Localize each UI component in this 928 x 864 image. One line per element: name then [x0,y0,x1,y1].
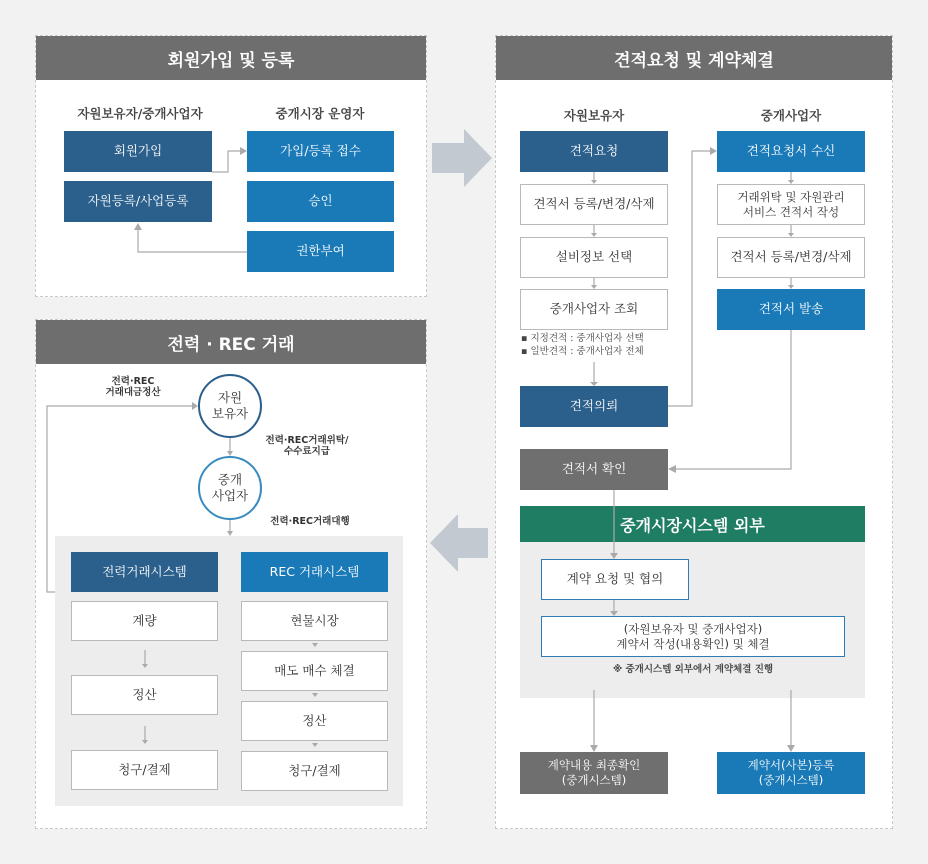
power-step-billing[interactable]: 청구/결제 [71,750,218,790]
power-step-settlement[interactable]: 정산 [71,675,218,715]
column-header-operator: 중개시장 운영자 [275,106,365,121]
approval-box[interactable]: 승인 [247,181,394,222]
quote-edit-box[interactable]: 견적서 등록/변경/삭제 [520,184,668,225]
rec-step-billing[interactable]: 청구/결제 [241,751,388,791]
quote-type-notes [521,333,644,359]
quote-request-box[interactable]: 견적요청 [520,131,668,172]
settlement-label: 전력·REC 거래대금정산 [105,376,161,398]
join-receipt-box[interactable]: 가입/등록 접수 [247,131,394,172]
rec-system-header[interactable]: REC 거래시스템 [241,552,388,592]
arrow-right-icon [432,129,492,187]
rec-step-spot-market[interactable]: 현물시장 [241,601,388,641]
facility-select-box[interactable]: 설비정보 선택 [520,237,668,278]
contract-write-box[interactable]: (자원보유자 및 중개사업자) 계약서 작성(내용확인) 및 체결 [541,616,845,657]
contract-register-box[interactable]: 계약서(사본)등록 (중개시스템) [717,752,865,794]
quote-confirm-box[interactable]: 견적서 확인 [520,449,668,490]
final-confirm-box[interactable]: 계약내용 최종확인 (중개시스템) [520,752,668,794]
quote-send-box[interactable]: 견적서 발송 [717,289,865,330]
note-general: ▪ 일반견적 : 중개사업자 전체 [521,345,644,357]
member-join-box[interactable]: 회원가입 [64,131,212,172]
arrow-left-icon [430,514,488,572]
outside-system-header: 중개시장시스템 외부 [520,506,865,542]
agency-label: 전력·REC거래대행 [270,516,350,527]
outside-note: ※ 중개시스템 외부에서 계약체결 진행 [612,664,774,675]
grant-authority-box[interactable]: 권한부여 [247,231,394,272]
note-designated: ▪ 지정견적 : 중개사업자 선택 [521,333,644,344]
rec-step-trade-match[interactable]: 매도 매수 체결 [241,651,388,691]
panel-title: 견적요청 및 계약체결 [496,36,892,80]
broker-lookup-box[interactable]: 중개사업자 조회 [520,289,668,330]
power-system-header[interactable]: 전력거래시스템 [71,552,218,592]
panel-title: 회원가입 및 등록 [36,36,426,80]
column-header-owner-broker: 자원보유자/중개사업자 [77,106,203,121]
broker-quote-edit-box[interactable]: 견적서 등록/변경/삭제 [717,237,865,278]
column-header-broker: 중개사업자 [760,108,822,123]
trade-service-quote-box[interactable]: 거래위탁 및 자원관리 서비스 견적서 작성 [717,184,865,225]
resource-register-box[interactable]: 자원등록/사업등록 [64,181,212,222]
request-receive-box[interactable]: 견적요청서 수신 [717,131,865,172]
contract-negotiation-box[interactable]: 계약 요청 및 협의 [541,559,689,600]
rec-step-settlement[interactable]: 정산 [241,701,388,741]
quote-commission-box[interactable]: 견적의뢰 [520,386,668,427]
broker-node[interactable]: 중개 사업자 [198,456,262,520]
entrust-label: 전력·REC거래위탁/ 수수료지급 [265,435,349,457]
owner-node[interactable]: 자원 보유자 [198,374,262,438]
power-step-metering[interactable]: 계량 [71,601,218,641]
panel-title: 전력 · REC 거래 [36,320,426,364]
column-header-owner: 자원보유자 [563,108,625,123]
